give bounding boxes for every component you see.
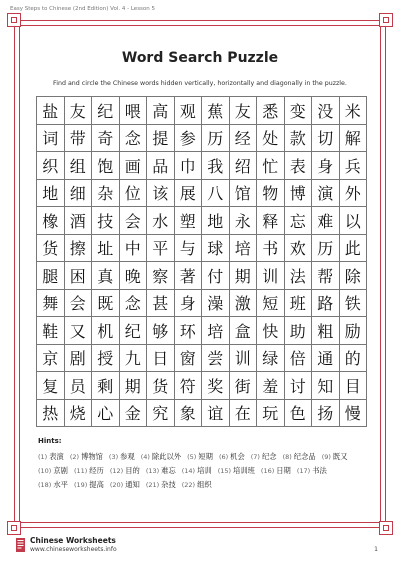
grid-cell[interactable]: 画	[120, 152, 148, 180]
grid-cell[interactable]: 舞	[37, 290, 65, 318]
grid-cell[interactable]: 烧	[65, 400, 93, 428]
hint-item	[146, 478, 176, 492]
hints-list	[38, 450, 368, 492]
grid-cell[interactable]: 心	[92, 400, 120, 428]
hint-word: 培训	[197, 466, 212, 475]
hint-word: 水平	[53, 480, 68, 489]
grid-cell[interactable]: 腿	[37, 262, 65, 290]
grid-cell[interactable]: 助	[285, 317, 313, 345]
grid-cell[interactable]: 期	[120, 372, 148, 400]
hint-number: (9)	[321, 453, 331, 461]
grid-cell[interactable]: 目	[340, 372, 368, 400]
hint-word: 博物馆	[81, 452, 103, 461]
grid-cell[interactable]: 永	[230, 207, 258, 235]
grid-cell[interactable]: 澡	[202, 290, 230, 318]
hint-item	[297, 464, 327, 478]
grid-cell[interactable]: 展	[175, 180, 203, 208]
hint-number: (3)	[108, 453, 119, 461]
grid-cell[interactable]: 粗	[312, 317, 340, 345]
hint-number: (21)	[145, 481, 160, 489]
grid-cell[interactable]: 甚	[147, 290, 175, 318]
grid-cell[interactable]: 带	[65, 125, 93, 153]
grid-cell[interactable]: 此	[340, 235, 368, 263]
grid-cell[interactable]: 历	[312, 235, 340, 263]
grid-cell[interactable]: 京	[37, 345, 65, 373]
grid-cell[interactable]: 表	[285, 152, 313, 180]
grid-cell[interactable]: 知	[312, 372, 340, 400]
grid-cell[interactable]: 外	[340, 180, 368, 208]
grid-cell[interactable]: 演	[312, 180, 340, 208]
hint-item	[218, 464, 255, 478]
hint-number: (16)	[260, 467, 275, 475]
grid-cell[interactable]: 培	[230, 235, 258, 263]
hint-number: (4)	[140, 453, 150, 461]
hint-number: (2)	[69, 453, 80, 461]
grid-cell[interactable]: 困	[65, 262, 93, 290]
grid-cell[interactable]: 真	[92, 262, 120, 290]
hint-item	[283, 450, 316, 464]
grid-cell[interactable]: 路	[312, 290, 340, 318]
hint-item	[251, 450, 277, 464]
grid-cell[interactable]: 悉	[257, 97, 285, 125]
grid-cell[interactable]: 会	[120, 207, 148, 235]
grid-cell[interactable]: 念	[120, 290, 148, 318]
grid-cell[interactable]: 帮	[312, 262, 340, 290]
grid-cell[interactable]: 橡	[37, 207, 65, 235]
grid-cell[interactable]: 身	[312, 152, 340, 180]
instructions: Find and circle the Chinese words hidden vertically, horizontally and diagonally in the puzzle.	[53, 80, 347, 87]
hint-word: 经历	[89, 466, 104, 475]
grid-cell[interactable]: 奇	[92, 125, 120, 153]
hint-word: 机会	[230, 452, 245, 461]
grid-cell[interactable]: 与	[175, 235, 203, 263]
grid-cell[interactable]: 书	[257, 235, 285, 263]
hint-item	[109, 450, 135, 464]
grid-cell[interactable]: 以	[340, 207, 368, 235]
page-number: 1	[374, 546, 378, 553]
grid-cell[interactable]: 玩	[257, 400, 285, 428]
grid-cell[interactable]: 提	[147, 125, 175, 153]
hint-item	[322, 450, 348, 464]
hint-word: 提高	[89, 480, 104, 489]
hint-item	[219, 450, 245, 464]
hint-word: 参观	[120, 452, 135, 461]
chinese-worksheets-logo-icon	[16, 538, 25, 552]
grid-cell[interactable]: 释	[257, 207, 285, 235]
hint-item	[182, 464, 212, 478]
grid-cell[interactable]: 绿	[257, 345, 285, 373]
grid-cell[interactable]: 培	[202, 317, 230, 345]
hint-number: (10)	[38, 467, 52, 475]
grid-cell[interactable]: 地	[202, 207, 230, 235]
grid-cell[interactable]: 九	[120, 345, 148, 373]
grid-cell[interactable]: 织	[37, 152, 65, 180]
grid-cell[interactable]: 喂	[120, 97, 148, 125]
corner-ornament-top-right	[379, 13, 393, 27]
grid-cell[interactable]: 够	[147, 317, 175, 345]
hint-number: (18)	[38, 481, 52, 489]
hint-word: 京剧	[53, 466, 68, 475]
grid-cell[interactable]: 窗	[175, 345, 203, 373]
grid-cell[interactable]: 象	[175, 400, 203, 428]
grid-cell[interactable]: 日	[147, 345, 175, 373]
grid-cell[interactable]: 杂	[92, 180, 120, 208]
grid-cell[interactable]: 技	[92, 207, 120, 235]
grid-cell[interactable]: 扬	[312, 400, 340, 428]
grid-cell[interactable]: 纪	[92, 97, 120, 125]
hint-number: (15)	[217, 467, 232, 475]
hint-number: (19)	[73, 481, 88, 489]
hint-item	[38, 464, 68, 478]
grid-cell[interactable]: 友	[65, 97, 93, 125]
grid-cell[interactable]: 经	[230, 125, 258, 153]
grid-cell[interactable]: 法	[285, 262, 313, 290]
grid-cell[interactable]: 八	[202, 180, 230, 208]
hint-number: (6)	[218, 453, 229, 461]
hint-number: (14)	[181, 467, 196, 475]
grid-cell[interactable]: 鞋	[37, 317, 65, 345]
grid-cell[interactable]: 解	[340, 125, 368, 153]
grid-cell[interactable]: 巾	[175, 152, 203, 180]
hint-word: 日期	[276, 466, 291, 475]
grid-cell[interactable]: 员	[65, 372, 93, 400]
hint-number: (17)	[296, 467, 311, 475]
hint-item	[182, 478, 212, 492]
grid-cell[interactable]: 款	[285, 125, 313, 153]
hint-word: 除此以外	[151, 452, 182, 461]
grid-cell[interactable]: 授	[92, 345, 120, 373]
grid-cell[interactable]: 励	[340, 317, 368, 345]
grid-cell[interactable]: 盐	[37, 97, 65, 125]
grid-cell[interactable]: 词	[37, 125, 65, 153]
grid-cell[interactable]: 酒	[65, 207, 93, 235]
grid-cell[interactable]: 切	[312, 125, 340, 153]
grid-cell[interactable]: 的	[340, 345, 368, 373]
grid-cell[interactable]: 念	[120, 125, 148, 153]
grid-cell[interactable]: 位	[120, 180, 148, 208]
hint-word: 书法	[312, 466, 327, 475]
hint-number: (11)	[73, 467, 88, 475]
grid-cell[interactable]: 快	[257, 317, 285, 345]
grid-cell[interactable]: 欢	[285, 235, 313, 263]
grid-cell[interactable]: 忘	[285, 207, 313, 235]
footer-site[interactable]: www.chineseworksheets.info	[30, 546, 117, 553]
corner-ornament-top-left	[7, 13, 21, 27]
grid-cell[interactable]: 友	[230, 97, 258, 125]
grid-cell[interactable]: 又	[65, 317, 93, 345]
grid-cell[interactable]: 街	[230, 372, 258, 400]
hint-word: 难忘	[161, 466, 176, 475]
grid-cell[interactable]: 组	[65, 152, 93, 180]
hint-word: 组织	[197, 480, 212, 489]
grid-cell[interactable]: 高	[147, 97, 175, 125]
grid-cell[interactable]: 球	[202, 235, 230, 263]
grid-cell[interactable]: 细	[65, 180, 93, 208]
grid-cell[interactable]: 蕉	[202, 97, 230, 125]
grid-cell[interactable]: 绍	[230, 152, 258, 180]
grid-cell[interactable]: 除	[340, 262, 368, 290]
grid-cell[interactable]: 饱	[92, 152, 120, 180]
hint-word: 表演	[49, 452, 64, 461]
grid-cell[interactable]: 货	[147, 372, 175, 400]
grid-cell[interactable]: 复	[37, 372, 65, 400]
grid-cell[interactable]: 参	[175, 125, 203, 153]
grid-cell[interactable]: 难	[312, 207, 340, 235]
grid-cell[interactable]: 馆	[230, 180, 258, 208]
grid-cell[interactable]: 符	[175, 372, 203, 400]
grid-cell[interactable]: 变	[285, 97, 313, 125]
hint-word: 通知	[125, 480, 140, 489]
hint-number: (22)	[181, 481, 196, 489]
grid-cell[interactable]: 付	[202, 262, 230, 290]
hint-item	[74, 464, 104, 478]
footer-brand: Chinese Worksheets	[30, 536, 116, 545]
grid-cell[interactable]: 铁	[340, 290, 368, 318]
grid-cell[interactable]: 米	[340, 97, 368, 125]
hint-word: 纪念	[261, 452, 277, 461]
grid-cell[interactable]: 纪	[120, 317, 148, 345]
hint-word: 纪念品	[293, 452, 316, 461]
grid-cell[interactable]: 羞	[257, 372, 285, 400]
grid-cell[interactable]: 平	[147, 235, 175, 263]
grid-cell[interactable]: 机	[92, 317, 120, 345]
word-search-grid	[36, 96, 367, 427]
grid-cell[interactable]: 博	[285, 180, 313, 208]
grid-cell[interactable]: 察	[147, 262, 175, 290]
hint-word: 杂技	[161, 480, 176, 489]
hint-word: 目的	[125, 466, 140, 475]
hint-number: (13)	[145, 467, 160, 475]
hint-item	[74, 478, 104, 492]
grid-cell[interactable]: 品	[147, 152, 175, 180]
grid-cell[interactable]: 忙	[257, 152, 285, 180]
hint-item	[187, 450, 213, 464]
grid-cell[interactable]: 货	[37, 235, 65, 263]
grid-cell[interactable]: 既	[92, 290, 120, 318]
grid-cell[interactable]: 水	[147, 207, 175, 235]
grid-cell[interactable]: 历	[202, 125, 230, 153]
grid-cell[interactable]: 擦	[65, 235, 93, 263]
grid-cell[interactable]: 该	[147, 180, 175, 208]
grid-cell[interactable]: 奖	[202, 372, 230, 400]
hint-item	[141, 450, 181, 464]
header-line: Easy Steps to Chinese (2nd Edition) Vol. 4 - Lesson 5	[10, 6, 156, 12]
grid-cell[interactable]: 处	[257, 125, 285, 153]
grid-cell[interactable]: 兵	[340, 152, 368, 180]
grid-cell[interactable]: 会	[65, 290, 93, 318]
grid-cell[interactable]: 究	[147, 400, 175, 428]
grid-cell[interactable]: 倍	[285, 345, 313, 373]
grid-cell[interactable]: 慢	[340, 400, 368, 428]
grid-cell[interactable]: 址	[92, 235, 120, 263]
hint-number: (20)	[109, 481, 124, 489]
grid-cell[interactable]: 著	[175, 262, 203, 290]
grid-cell[interactable]: 地	[37, 180, 65, 208]
hints-title: Hints:	[38, 437, 62, 445]
grid-cell[interactable]: 班	[285, 290, 313, 318]
hint-number: (12)	[109, 467, 124, 475]
grid-cell[interactable]: 短	[257, 290, 285, 318]
grid-cell[interactable]: 我	[202, 152, 230, 180]
hint-word: 培训班	[233, 466, 255, 475]
grid-cell[interactable]: 中	[120, 235, 148, 263]
grid-cell[interactable]: 热	[37, 400, 65, 428]
footer	[0, 532, 400, 566]
hint-number: (1)	[38, 453, 48, 461]
grid-cell[interactable]: 环	[175, 317, 203, 345]
grid-cell[interactable]: 塑	[175, 207, 203, 235]
hint-item	[70, 450, 103, 464]
hint-number: (5)	[187, 453, 197, 461]
grid-cell[interactable]: 剧	[65, 345, 93, 373]
grid-cell[interactable]: 训	[230, 345, 258, 373]
grid-cell[interactable]: 尝	[202, 345, 230, 373]
grid-cell[interactable]: 身	[175, 290, 203, 318]
grid-cell[interactable]: 盒	[230, 317, 258, 345]
hint-item	[110, 478, 140, 492]
grid-cell[interactable]: 训	[257, 262, 285, 290]
grid-cell[interactable]: 金	[120, 400, 148, 428]
hint-number: (8)	[282, 453, 292, 461]
grid-cell[interactable]: 通	[312, 345, 340, 373]
grid-cell[interactable]: 在	[230, 400, 258, 428]
grid-cell[interactable]: 期	[230, 262, 258, 290]
grid-cell[interactable]: 晚	[120, 262, 148, 290]
hint-word: 短期	[198, 452, 213, 461]
grid-cell[interactable]: 谊	[202, 400, 230, 428]
hint-item	[110, 464, 140, 478]
hint-number: (7)	[250, 453, 260, 461]
grid-cell[interactable]: 没	[312, 97, 340, 125]
grid-cell[interactable]: 讨	[285, 372, 313, 400]
grid-cell[interactable]: 剩	[92, 372, 120, 400]
hint-item	[146, 464, 176, 478]
grid-cell[interactable]: 色	[285, 400, 313, 428]
grid-cell[interactable]: 激	[230, 290, 258, 318]
hint-item	[38, 450, 64, 464]
hint-word: 既又	[332, 452, 348, 461]
page-title: Word Search Puzzle	[121, 50, 279, 66]
grid-cell[interactable]: 物	[257, 180, 285, 208]
hint-item	[261, 464, 291, 478]
hint-item	[38, 478, 68, 492]
grid-cell[interactable]: 观	[175, 97, 203, 125]
